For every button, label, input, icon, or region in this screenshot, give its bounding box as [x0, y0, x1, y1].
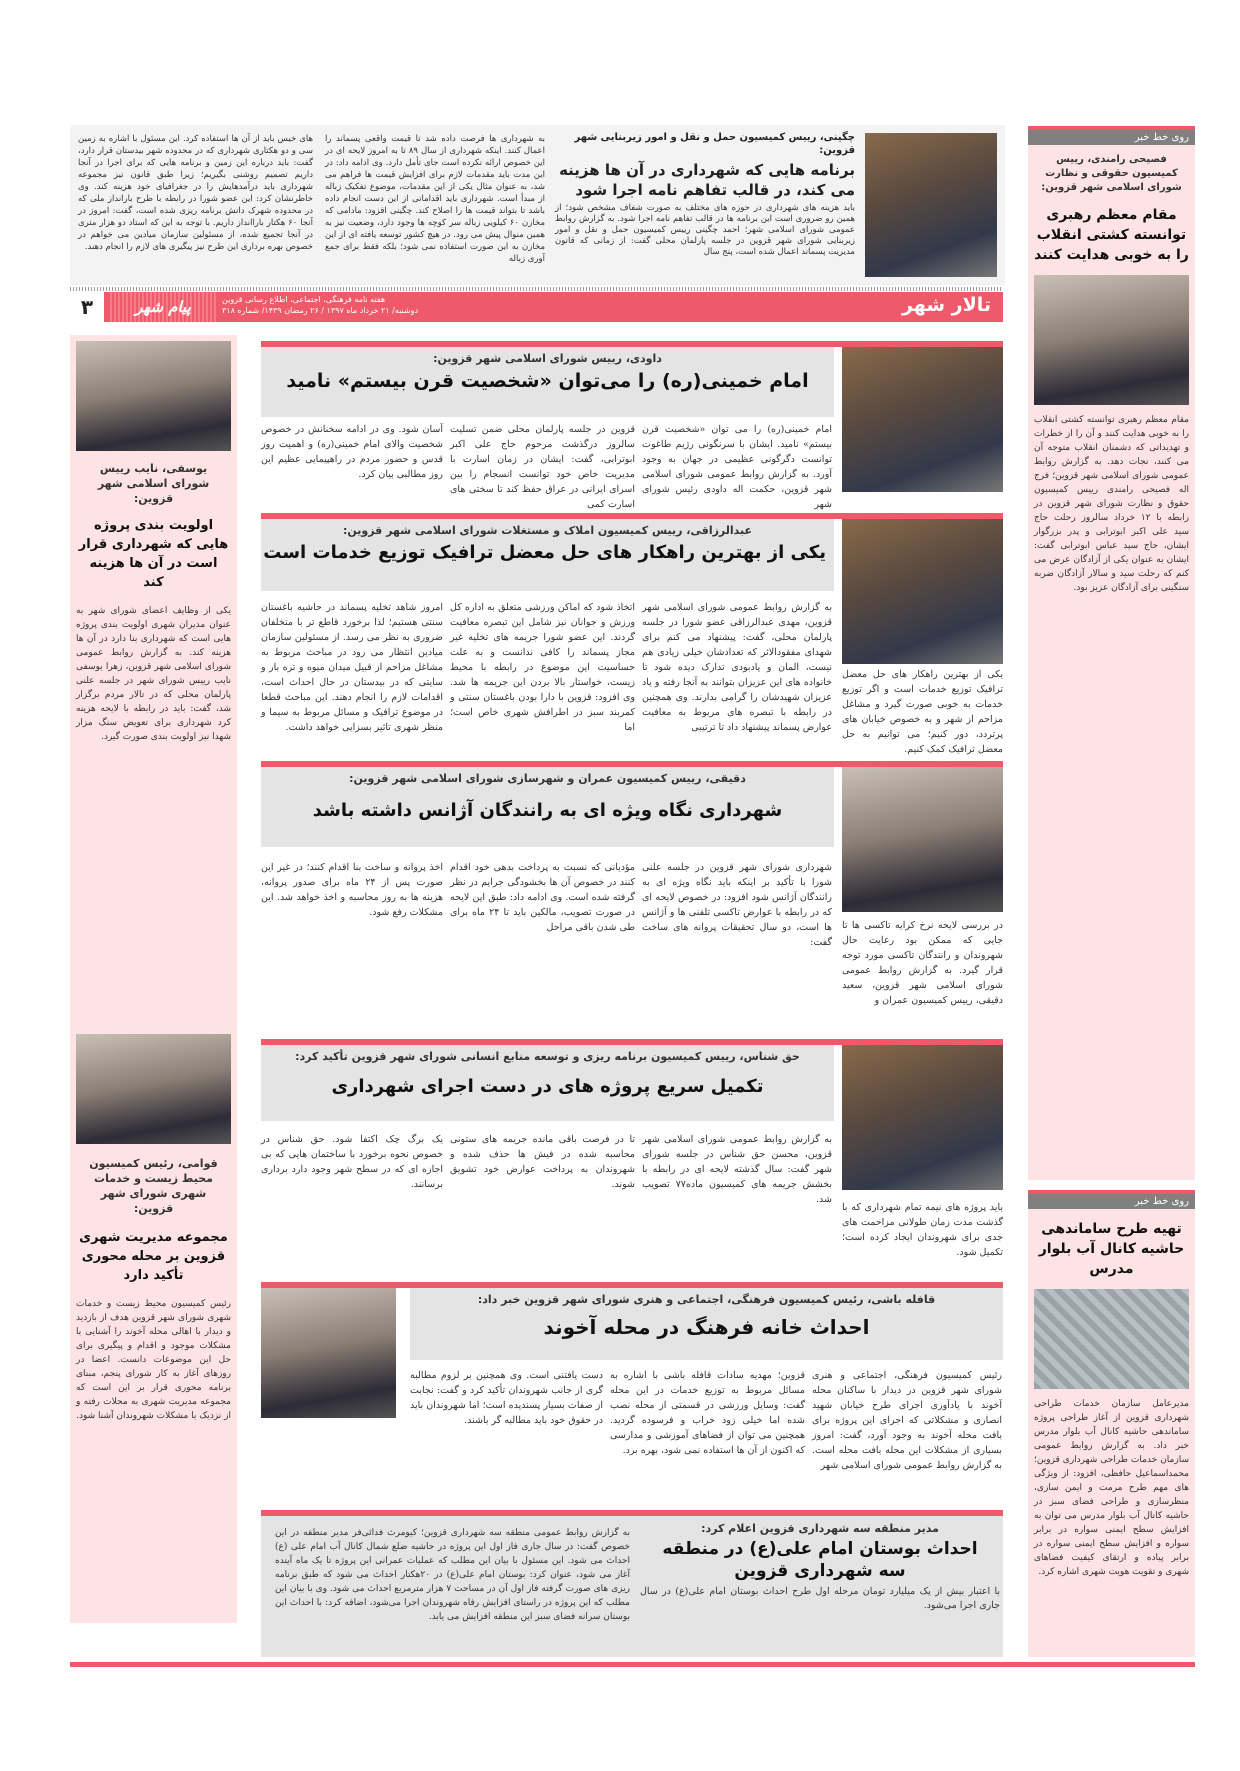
left-headline-2: مجموعه مدیریت شهری قزوین بر محله محوری تأکید دارد	[79, 1230, 228, 1283]
article-5-header	[410, 1288, 1003, 1360]
article-2-col-2: اتخاذ شود که اماکن ورزشی متعلق به اداره کل ورزش و جوانان نیز شامل این تبصره معافیت گردند. این عضو شورا جریمه های تخلیه غیر مجاز پسماند را کافی ندانست و به علت حساسیت این موضوع در رابطه با محیط زیست، خواستار بالا بردن این جریمه ها شد. وی افزود: قزوین با دارا بودن باغستان سنتی و کمربند سبز در اطرافش شهری خاص است؛ اما	[450, 602, 635, 733]
article-2-kicker: عبدالرزاقی، رییس کمیسیون املاک و مستغلات شورای اسلامی شهر قزوین:	[342, 524, 753, 537]
right-sidebar-box-1	[1028, 126, 1195, 1180]
article-3-photo	[842, 767, 1003, 912]
article-3-headline: شهرداری نگاه ویژه ای به رانندگان آژانس داشته باشد	[312, 800, 783, 821]
article-3-caption: در بررسی لایحه نرخ کرایه تاکسی ها تا جایی که ممکن بود رعایت حال شهروندان و رانندگان تاکسی مورد توجه قرار گیرد. به گزارش روابط عمومی شورای اسلامی شهر قزوین، سعید دقیقی، رییس کمیسیون عمران و	[842, 920, 1003, 1006]
article-6-headline: احداث بوستان امام علی(ع) در منطقه سه شهرداری قزوین	[662, 1539, 978, 1581]
sidebar-headline: مقام معظم رهبری توانسته کشتی انقلاب را به خوبی هدایت کنند	[1034, 207, 1189, 263]
news-line-label: روی خط خبر	[1028, 1190, 1195, 1209]
article-6-kicker: مدیر منطقه سه شهرداری قزوین اعلام کرد:	[701, 1522, 939, 1535]
top-story-kicker: چگینی، رییس کمیسیون حمل و نقل و امور زیربنایی شهر قزوین:	[574, 132, 855, 156]
article-4-col-2: تا در فرصت باقی مانده جریمه های ستونی محاسبه شده در فیش ها حذف شده و شهروندان به پرداخت عوارض خود تشویق شوند.	[450, 1134, 635, 1190]
bottom-rule	[70, 1662, 1195, 1667]
top-story-col-1: باید هزینه های شهرداری در حوزه های مختلف به صورت شفاف مشخص شود؛ از همین رو ضروری است این برنامه ها در قالب تفاهم نامه اجرا شود. به گزارش روابط عمومی شورای اسلامی شهر؛ احمد چگینی رییس کمیسیون حمل و نقل و امور زیربنایی شورای شهر قزوین در جلسه پارلمان محلی گفت: از زمانی که قانون مدیریت پسماند اعمال شده است، پنج سال	[555, 203, 855, 257]
news-line-label: روی خط خبر	[1028, 126, 1195, 145]
article-4-photo	[842, 1045, 1003, 1190]
section-title: تالار شهر	[901, 294, 991, 316]
article-2-photo	[842, 519, 1003, 664]
left-headline-1: اولویت بندی پروژه هایی که شهرداری قرار است در آن ها هزینه کند	[78, 518, 229, 590]
right-sidebar-box-2	[1028, 1190, 1195, 1657]
sidebar-kicker: فصیحی رامندی، رییس کمیسیون حقوقی و نظارت شورای اسلامی شهر قزوین:	[1041, 154, 1182, 193]
left-kicker-2: قوامی، رئیس کمیسیون محیط زیست و خدمات شهری شورای شهر قزوین:	[89, 1157, 218, 1215]
article-4-kicker: حق شناس، رییس کمیسیون برنامه ریزی و توسعه منابع انسانی شورای شهر قزوین تأکید کرد:	[295, 1050, 800, 1063]
article-1-headline: امام خمینی(ره) را می‌توان «شخصیت قرن بیستم» نامید	[286, 370, 809, 392]
article-2-col-3: امروز شاهد تخلیه پسماند در حاشیه باغستان سنتی هستیم؛ لذا برخورد قاطع تر با متخلفان ضروری به نظر می رسد. از مسئولین سازمان میادین انتظار می رود در مباحث مربوط به مشاغل مزاحم از قبیل میدان میوه و تره بار و سایتی که در بیدستان در حال احداث است، اقدامات لازم را انجام دهند. این مباحث قطعا در موضوع ترافیک و مسائل مربوط به سیما و منظر شهری تاثیر بسزایی خواهد داشت.	[261, 602, 443, 733]
article-5-photo	[261, 1288, 396, 1418]
article-4-col-1: به گزارش روابط عمومی شورای اسلامی شهر قزوین، محسن حق شناس در جلسه شورای شهر گفت: سال گذشته لایحه ای در رابطه با بخشش جریمه های کمیسیون ماده۷۷ تصویب شد.	[642, 1134, 832, 1205]
left-kicker-1: یوسفی، نایب رییس شورای اسلامی شهر قزوین:	[97, 462, 210, 505]
map-image	[1034, 1289, 1189, 1389]
left-body-1: یکی از وظایف اعضای شورای شهر به عنوان مدیران شهری اولویت بندی پروژه هایی است که شهرداری بنا دارد در آن ها هزینه کند. به گزارش روابط عمومی شورای اسلامی شهر قزوین، زهرا یوسفی نایب رییس شورای شهر در جلسه علنی پارلمان محلی که در تالار مردم برگزار شد، گفت: باید در رابطه با لایحه هزینه کرد شهرداری برای تعویض سنگ مزار شهدا نیز اولویت بندی صورت گیرد.	[76, 606, 231, 742]
sidebar-body: مقام معظم رهبری توانسته کشتی انقلاب را به خوبی هدایت کنند و آن را از خطرات و تهدیداتی که دشمنان انقلاب متوجه آن می کنند، نجات دهد. به گزارش روابط عمومی شورای اسلامی شهر قزوین؛ فرج اله فصیحی رامندی رییس کمیسیون حقوق و نظارت شورای شهر قزوین در رابطه با ۱۲ خرداد سالروز رحلت حاج سید علی اکبر ابوترابی و پدر بزرگوار ایشان، حاج سید عباس ابوترابی گفت: ایشان به عنوان یکی از آزادگان عرض می کنم که رحلت سید و سالار آزادگان ضربه سنگینی برای آزادگان عزیز بود.	[1034, 415, 1190, 593]
article-2-header	[261, 519, 834, 591]
article-3-col-3: اخذ پروانه و ساخت بنا اقدام کنند؛ در غیر این صورت پس از ۲۴ ماه برای صدور پروانه، هزینه ها به روز محاسبه و اخذ خواهد شد. این مشکلات رفع شود.	[261, 862, 443, 918]
photo-ghavami	[76, 1034, 231, 1144]
top-story-col-3: های خیس باید از آن ها استفاده کرد. این مسئول با اشاره به زمین سی و دو هکتاری شهرداری که در محدوده شهر بیدستان قرار دارد، گفت: باید درباره این زمین و برنامه هایی که برای اجرا در آنجا داریم تصمیم روشنی بگیریم؛ زیرا طبق قانون نیز مجموعه شهرداری باید درآمدهایش را در جغرافیای خود هزینه کند. وی خاطرنشان کرد: این عضو شورا در رابطه با طرح بارانداز ملی که در محدوده شهرک دانش برنامه ریزی شده است، گفت: امروز در آنجا ۶۰ هکتار باراانداز داریم. با توجه به این که استاد دو هزار متری در آنجا تجمیع شده، از مسئولین سازمان میادین می خواهم در خصوص بهره برداری این طرح نیز پیگیری های لازم را انجام دهند.	[78, 134, 313, 252]
sidebar-headline: تهیه طرح ساماندهی حاشیه کانال آب بلوار مدرس	[1038, 1221, 1185, 1277]
page-number: ۳	[70, 292, 104, 322]
article-4-caption: باید پروژه های نیمه تمام شهرداری که با گذشت مدت زمان طولانی مزاحمت های جدی برای شهروندان ایجاد کرده است؛ تکمیل شود.	[842, 1202, 1003, 1258]
logo: پیام شهر	[108, 292, 218, 322]
article-5-col-3: دست یافتنی است. وی همچنین بر لزوم مطالبه گری از جانب شهروندان تأکید کرد و گفت: نجابت از صفات بسیار پسندیده است؛ اما شهروندان باید در حقوق خود باید مطالبه گر باشند.	[410, 1370, 603, 1426]
article-6-body: به گزارش روابط عمومی منطقه سه شهرداری قزوین؛ کیومرث فدائی‌فر مدیر منطقه در این خصوص گفت: در سال جاری فاز اول این پروژه در حاشیه ضلع شمال کانال آب امام علی (ع) احداث می شود. این مسئول با بیان این مطلب که عملیات عمرانی این پروژه تا یک ماه آینده آغاز می شود، عنوان کرد: بوستان امام علی(ع) در ۲۰هکتار احداث می شود که طبق برنامه ریزی های صورت گرفته فاز اول آن در مساحت ۷ هزار مترمربع احداث می شود. وی با بیان این مطلب که این پروژه در راستای افزایش رفاه شهروندان اجرا می‌شود، اضافه کرد: با احداث این بوستان سرانه فضای سبز این منطقه افزایش می یابد.	[275, 1528, 630, 1622]
article-1-col-1: امام خمینی(ره) را می توان «شخصیت قرن بیستم» نامید. ایشان با سرنگونی رژیم طاغوت توانست دگرگونی عظیمی در جهان به وجود آورد. به گزارش روابط عمومی شورای اسلامی شهر قزوین، حکمت اله داودی رئیس شورای شهر	[642, 424, 832, 510]
article-4-headline: تکمیل سریع پروژه های در دست اجرای شهرداری	[331, 1076, 764, 1097]
article-1-kicker: داودی، رییس شورای اسلامی شهر قزوین:	[433, 352, 662, 365]
article-1-photo	[842, 347, 1003, 492]
article-1-col-3: آسان شود. وی در ادامه سخنانش در خصوص شخصیت والای امام خمینی(ره) و اهمیت روز قدس و حضور مردم در راهپیمایی عظیم این روز مطالبی بیان کرد.	[261, 424, 443, 480]
article-5-headline: احداث خانه فرهنگ در محله آخوند	[543, 1315, 870, 1339]
article-2-col-1: به گزارش روابط عمومی شورای اسلامی شهر قزوین، مهدی عبدالرزاقی عضو شورا در جلسه پارلمان محلی، گفت: پیشنهاد می کنم برای شهدای مفقودالاثر که تعدادشان خیلی زیادی هم نیست، المان و یادبودی تدارک دیده شود تا خانواده های این عزیزان بتوانند به آنجا رفته و یاد عزیزان شهیدشان را گرامی بدارند. وی همچنین در رابطه با تبصره های مربوط به معافیت عوارض پسماند پیشنهاد داد تا ترتیبی	[642, 602, 832, 733]
section-band	[70, 292, 1003, 322]
article-5-kicker: قافله باشی، رئیس کمیسیون فرهنگی، اجتماعی و هنری شورای شهر قزوین خبر داد:	[477, 1293, 936, 1306]
article-3-kicker: دقیقی، رییس کمیسیون عمران و شهرسازی شورای اسلامی شهر قزوین:	[349, 772, 746, 785]
article-3-header	[261, 767, 834, 847]
article-3-col-1: شهرداری شورای شهر قزوین در جلسه علنی شورا با تأکید بر اینکه باید نگاه ویژه ای به رانندگان آژانس شود افزود: در خصوص لایحه ای که در رابطه با عوارض تاکسی تلفنی ها و آژانس ها است، دو سال تحقیقات پروانه های ساخت گفت:	[642, 862, 832, 948]
article-2-caption: یکی از بهترین راهکار های حل معضل ترافیک توزیع خدمات است و اگر توزیع خدمات به خوبی صورت گیرد و مشاغل مزاحم از شهر و به خصوص خیابان های پرتردد، دور کنیم؛ می توانیم به حل معضل ترافیک کمک کنیم.	[842, 669, 1003, 755]
photo-yousefi	[76, 341, 231, 451]
article-6-lead: با اعتبار بیش از یک میلیارد تومان مرحله اول طرح احداث بوستان امام علی(ع) در سال جاری اجرا می‌شود.	[640, 1586, 1000, 1611]
top-story-col-2: به شهرداری ها فرصت داده شد تا قیمت واقعی پسماند را اعمال کنند. اینکه شهرداری از سال ۸۹ تا به امروز لایحه ای در این خصوص ارائه نکرده است جای تأمل دارد. وی ادامه داد: در این مدت باید مقدمات لازم برای افزایش قیمت ها فراهم می شد، به عنوان مثال یکی از این مقدمات، موضوع تفکیک زباله از مبدأ است. شهرداری باید اقداماتی از این دست انجام داده باشد تا بتواند قیمت ها را اصلاح کند. چگینی افزود: مادامی که مخازن ۶۰ کیلویی زباله سر کوچه ها وجود دارد، وضعیت نیز به همین منوال پیش می رود. در هیچ کشور توسعه یافته ای از این مخازن به این صورت استفاده نمی شود؛ بلکه فقط برای جمع آوری زباله	[325, 134, 545, 264]
article-4-col-3: یک برگ چک اکتفا شود. حق شناس در خصوص نحوه برخورد با ساختمان هایی که بی اجازه ای که در سطح شهر وجود دارد برداری برسانند.	[261, 1134, 443, 1190]
top-story-headline: برنامه هایی که شهرداری در آن ها هزینه می کند، در قالب تفاهم نامه اجرا شود	[559, 161, 855, 199]
left-sidebar	[70, 335, 237, 1623]
article-1-col-2: قزوین در جلسه پارلمان محلی ضمن تسلیت سالروز درگذشت مرحوم حاج علی اکبر ابوترابی، گفت: ایشان در زمان اسارت با مدیریت خاص خود توانست انسجام را بین اسرای ایرانی در عراق حفظ کند تا سختی های اسارت کمی	[450, 424, 635, 510]
top-story	[70, 125, 1005, 285]
photo-fasihi	[1034, 275, 1189, 405]
date-line: دوشنبه/ ۲۱ خرداد ماه ۱۳۹۷ / ۲۶ رمضان ۱۴۳۹/ شماره ۳۱۸	[222, 306, 419, 315]
left-body-2: رئیس کمیسیون محیط زیست و خدمات شهری شورای شهر قزوین هدف از بازدید و دیدار با اهالی محله آخوند را آشنایی با مشکلات موجود و اقدام و پیگیری برای حل این موضوعات دانست. اعضا در روزهای آغاز به کار شورای پنجم، مبنای برنامه محوری قرار بر این است که مجموعه مدیریت شهری به محلات رفته و از نزدیک با مشکلات شهروندان آشنا شود.	[76, 1299, 231, 1421]
article-3-col-2: مؤدیانی که نسبت به پرداخت بدهی خود اقدام کنند در خصوص آن ها بخشودگی جرایم در نظر گرفته شده است. وی ادامه داد: طبق این لایحه در صورت تصویب، مالکین باید تا ۲۴ ماه برای طی شدن باقی مراحل	[450, 862, 636, 933]
article-5-col-1: رئیس کمیسیون فرهنگی، اجتماعی و هنری شورای شهر قزوین در دیدار با ساکنان محله آخوند با یادآوری اجرای طرح خیابان شهید انصاری و مشکلاتی که اجرای این پروژه برای بافت محله آخوند به وجود آورد، گفت: امروز بسیاری از مشکلات این محله بافت محله است. به گزارش روابط عمومی شورای اسلامی شهر	[812, 1370, 1002, 1471]
article-4-header	[261, 1045, 834, 1121]
tagline: هفته نامه فرهنگی، اجتماعی، اطلاع رسانی قزوین	[222, 295, 386, 304]
sidebar-body: مدیرعامل سازمان خدمات طراحی شهرداری قزوین از آغاز طراحی پروژه ساماندهی حاشیه کانال آب بلوار مدرس خبر داد. به گزارش روابط عمومی سازمان خدمات طراحی شهرداری قزوین؛ محمداسماعیل حافظی، افزود: از ویژگی های مهم طرح مرمت و ایمن سازی، منظرسازی و طراحی فضای سبز در حاشیه کانال آب بلوار مدرس می توان به افزایش سطح ایمنی سواره در برابر سواره و افزایش سطح ایمنی سواره در برابر پیاده و ارتقای کیفیت فضاهای شهری و تقویت هویت شهری اشاره کرد.	[1034, 1399, 1189, 1577]
article-5-col-2: قزوین؛ مهدیه سادات قافله باشی با اشاره به مسائل مربوط به توزیع خدمات در این محله گفت: وسایل ورزشی در قسمتی از محله نصب شده اما خیلی زود خراب و فرسوده گردید. همچنین می توان از فضاهای آموزشی و مدارسی که اکنون از آن ها استفاده نمی شود، بهره برد.	[610, 1370, 805, 1456]
photo-chegini	[865, 133, 997, 277]
article-2-headline: یکی از بهترین راهکار های حل معضل ترافیک توزیع خدمات است	[263, 542, 826, 563]
article-1-header	[261, 347, 834, 417]
